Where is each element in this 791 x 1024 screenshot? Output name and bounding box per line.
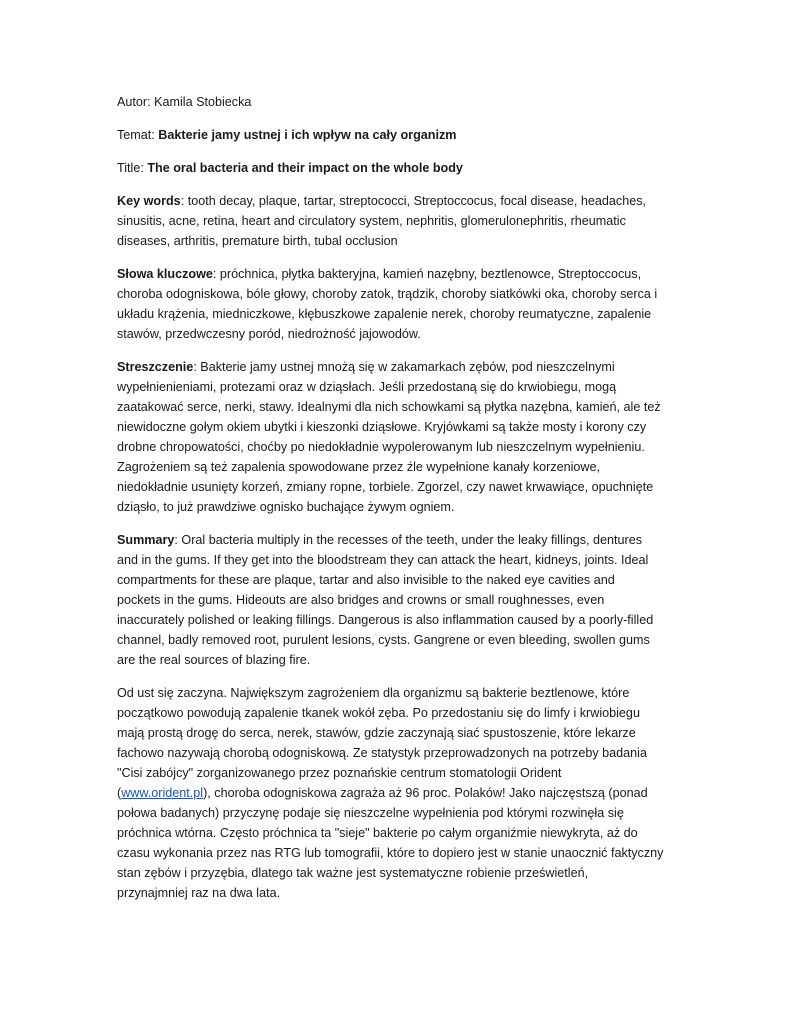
document-content	[117, 92, 677, 903]
body-line-1: Od ust się zaczyna. Największym zagrożeniem dla organizmu są bakterie beztlenowe, które	[117, 686, 630, 700]
body-line-10: stan zębów i przyzębia, dlatego tak ważne jest systematyczne robienie prześwietleń,	[117, 866, 589, 880]
slowa-kluczowe-label: Słowa kluczowe	[117, 267, 213, 281]
streszczenie-line-8: dziąsło, to już prawdziwe ognisko buchające żywym ogniem.	[117, 500, 455, 514]
body-line-11: przynajmniej raz na dwa lata.	[117, 886, 281, 900]
slowa-kluczowe-text: : próchnica, płytka bakteryjna, kamień nazębny, beztlenowce, Streptoccocus,	[212, 267, 642, 281]
orident-link[interactable]: www.orident.pl	[121, 786, 204, 800]
slowa-kluczowe-line-4: stawów, przedwczesny poród, niedrożność jajowodów.	[117, 327, 421, 341]
body-line-5: "Cisi zabójcy" zorganizowanego przez poznańskie centrum stomatologii Orident	[117, 766, 562, 780]
streszczenie-label: Streszczenie	[117, 360, 194, 374]
slowa-kluczowe-line-1	[117, 264, 677, 284]
summary-line-7: are the real sources of blazing fire.	[117, 653, 311, 667]
streszczenie-text: : Bakterie jamy ustnej mnożą się w zakamarkach zębów, pod nieszczelnymi	[193, 360, 615, 374]
summary-line-6: channel, badly removed root, purulent lesions, cysts. Gangrene or even bleeding, swollen gums	[117, 633, 650, 647]
author-name: Kamila Stobiecka	[154, 95, 252, 109]
slowa-kluczowe-line-2: choroba odogniskowa, bóle głowy, choroby zatok, trądzik, choroby siatkówki oka, choroby serca i	[117, 287, 658, 301]
streszczenie-paragraph	[117, 357, 677, 517]
slowa-kluczowe-paragraph	[117, 264, 677, 344]
streszczenie-line-1	[117, 357, 677, 377]
key-words-text: : tooth decay, plaque, tartar, streptococci, Streptoccocus, focal disease, headaches,	[180, 194, 647, 208]
title-value: The oral bacteria and their impact on the whole body	[147, 161, 463, 175]
body-line-4: fachowo nazywają chorobą odogniskową. Ze statystyk przeprowadzonych na potrzeby badania	[117, 746, 647, 760]
streszczenie-line-5: drobne chropowatości, choćby po niedokładnie wypolerowanym lub nieszczelnym wypełnieniu.	[117, 440, 645, 454]
body-line-2: początkowo powodują zapalenie tkanek wokół zęba. Po przedostaniu się do limfy i krwiobiegu	[117, 706, 640, 720]
streszczenie-line-2: wypełnienieniami, protezami oraz w dziąsłach. Jeśli przedostaną się do krwiobiegu, mogą	[117, 380, 617, 394]
streszczenie-line-3: zaatakować serce, nerki, stawy. Idealnymi dla nich schowkami są płytka nazębna, kamień, ale też	[117, 400, 661, 414]
author-label: Autor:	[117, 95, 155, 109]
streszczenie-line-6: Zagrożeniem są też zapalenia spowodowane przez źle wypełnione kanały korzeniowe,	[117, 460, 601, 474]
summary-line-2: and in the gums. If they get into the bloodstream they can attack the heart, kidneys, joints. Ideal	[117, 553, 649, 567]
slowa-kluczowe-line-3: układu krążenia, miedniczkowe, kłębuszkowe zapalenie nerek, choroby reumatyczne, zapalenie	[117, 307, 652, 321]
body-line-7: połowa badanych) przyczynę podaje się nieszczelne wypełnienia pod którymi rozwinęła się	[117, 806, 624, 820]
key-words-line-3: diseases, arthritis, premature birth, tubal occlusion	[117, 234, 398, 248]
body-line-8: próchnica wtórna. Często próchnica ta "sieje" bakterie po całym organiźmie niewykryta, aż do	[117, 826, 638, 840]
body-line-3: mają prostą drogę do serca, nerek, stawów, gdzie zaczynają siać spustoszenie, które lekarze	[117, 726, 636, 740]
summary-text: : Oral bacteria multiply in the recesses of the teeth, under the leaky fillings, dentures	[174, 533, 643, 547]
title-label: Title:	[117, 161, 148, 175]
temat-value: Bakterie jamy ustnej i ich wpływ na cały organizm	[158, 128, 457, 142]
temat-label: Temat:	[117, 128, 159, 142]
key-words-paragraph	[117, 191, 677, 251]
summary-line-5: inaccurately polished or leaking fillings. Dangerous is also inflammation caused by a poorly-filled	[117, 613, 654, 627]
body-line-9: czasu wykonania przez nas RTG lub tomografii, które to dopiero jest w stanie unaocznić faktyczny	[117, 846, 664, 860]
summary-paragraph	[117, 530, 677, 670]
key-words-line-2: sinusitis, acne, retina, heart and circulatory system, nephritis, glomerulonephritis, rheumatic	[117, 214, 626, 228]
temat-line	[117, 125, 677, 145]
summary-line-4: pockets in the gums. Hideouts are also bridges and crowns or small roughnesses, even	[117, 593, 605, 607]
summary-line-1	[117, 530, 677, 550]
link-suffix: ), choroba odogniskowa zagraża aż 96 proc. Polaków! Jako najczęstszą (ponad	[203, 786, 648, 800]
body-paragraph	[117, 683, 677, 903]
author-line	[117, 92, 677, 112]
summary-label: Summary	[117, 533, 175, 547]
streszczenie-line-4: niewidoczne gołym okiem ubytki i kieszonki dziąsłowe. Kryjówkami są także mosty i korony czy	[117, 420, 647, 434]
link-prefix: (	[117, 786, 122, 800]
key-words-line-1	[117, 191, 677, 211]
body-line-6	[117, 783, 677, 803]
summary-line-3: compartments for these are plaque, tartar and also invisible to the naked eye cavities and	[117, 573, 615, 587]
title-line	[117, 158, 677, 178]
key-words-label: Key words	[117, 194, 181, 208]
streszczenie-line-7: niedokładnie usunięty korzeń, zmiany ropne, torbiele. Zgorzel, czy nawet krwawiące, opuchnięte	[117, 480, 654, 494]
